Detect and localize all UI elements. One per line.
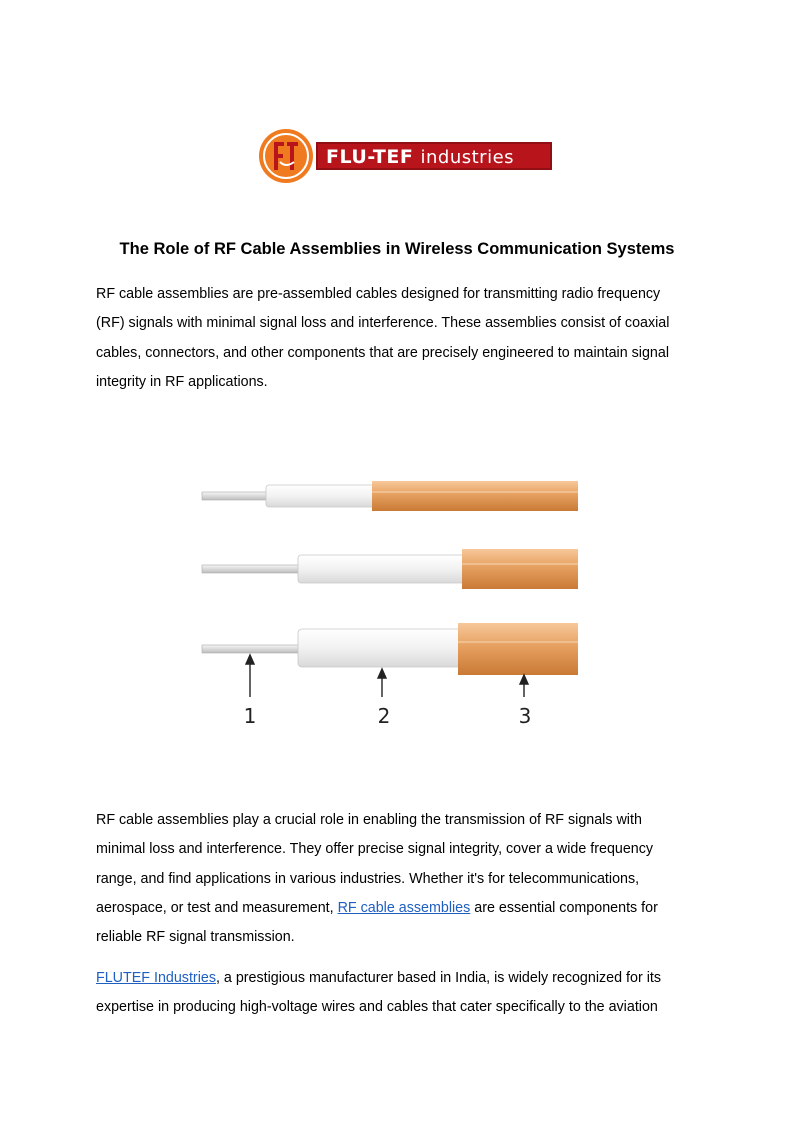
flutef-industries-link[interactable]: FLUTEF Industries bbox=[96, 970, 216, 986]
intro-line-2: (RF) signals with minimal signal loss and interference. These assemblies consist of coaxial bbox=[96, 315, 670, 332]
logo-brand: FLU-TEF bbox=[326, 146, 414, 168]
arrow-1-head bbox=[246, 655, 254, 664]
flutef-logo-icon bbox=[258, 128, 314, 184]
arrow-3-head bbox=[520, 675, 528, 684]
body-paragraph bbox=[96, 806, 700, 952]
page-title: The Role of RF Cable Assemblies in Wireless Communication Systems bbox=[119, 240, 675, 258]
cable-2 bbox=[202, 549, 578, 589]
body-line-4 bbox=[96, 894, 700, 923]
body-line-4-end: are essential components for bbox=[470, 899, 658, 916]
intro-line-4: integrity in RF applications. bbox=[96, 373, 268, 390]
company-line-1-rest: , a prestigious manufacturer based in India, is widely recognized for its bbox=[215, 970, 661, 986]
cable-1 bbox=[202, 481, 578, 511]
rf-cable-assemblies-link[interactable]: RF cable assemblies bbox=[337, 899, 471, 916]
intro-paragraph bbox=[96, 280, 700, 397]
figure-label-1: 1 bbox=[243, 704, 257, 728]
body-line-1: RF cable assemblies play a crucial role in enabling the transmission of RF signals with bbox=[96, 812, 642, 828]
company-logo bbox=[258, 128, 554, 184]
company-paragraph bbox=[96, 964, 700, 1023]
logo-wordmark bbox=[316, 142, 552, 170]
body-line-2: minimal loss and interference. They offer precise signal integrity, cover a wide frequency bbox=[96, 841, 654, 858]
intro-line-1: RF cable assemblies are pre-assembled cables designed for transmitting radio frequency bbox=[96, 286, 661, 302]
company-line-1 bbox=[96, 964, 700, 993]
company-line-2: expertise in producing high-voltage wires and cables that cater specifically to the aviation bbox=[96, 999, 658, 1016]
cable-3 bbox=[202, 623, 578, 675]
body-line-5: reliable RF signal transmission. bbox=[96, 929, 295, 946]
body-line-3: range, and find applications in various industries. Whether it's for telecommunications, bbox=[96, 870, 640, 887]
intro-line-3: cables, connectors, and other components that are precisely engineered to maintain signal bbox=[96, 344, 670, 361]
figure-label-3: 3 bbox=[518, 704, 532, 728]
figure-label-2: 2 bbox=[377, 704, 391, 728]
coaxial-cable-illustration bbox=[192, 445, 592, 735]
logo-suffix: industries bbox=[420, 147, 515, 168]
arrow-2-head bbox=[378, 669, 386, 678]
body-line-4-start: aerospace, or test and measurement, bbox=[96, 899, 338, 916]
